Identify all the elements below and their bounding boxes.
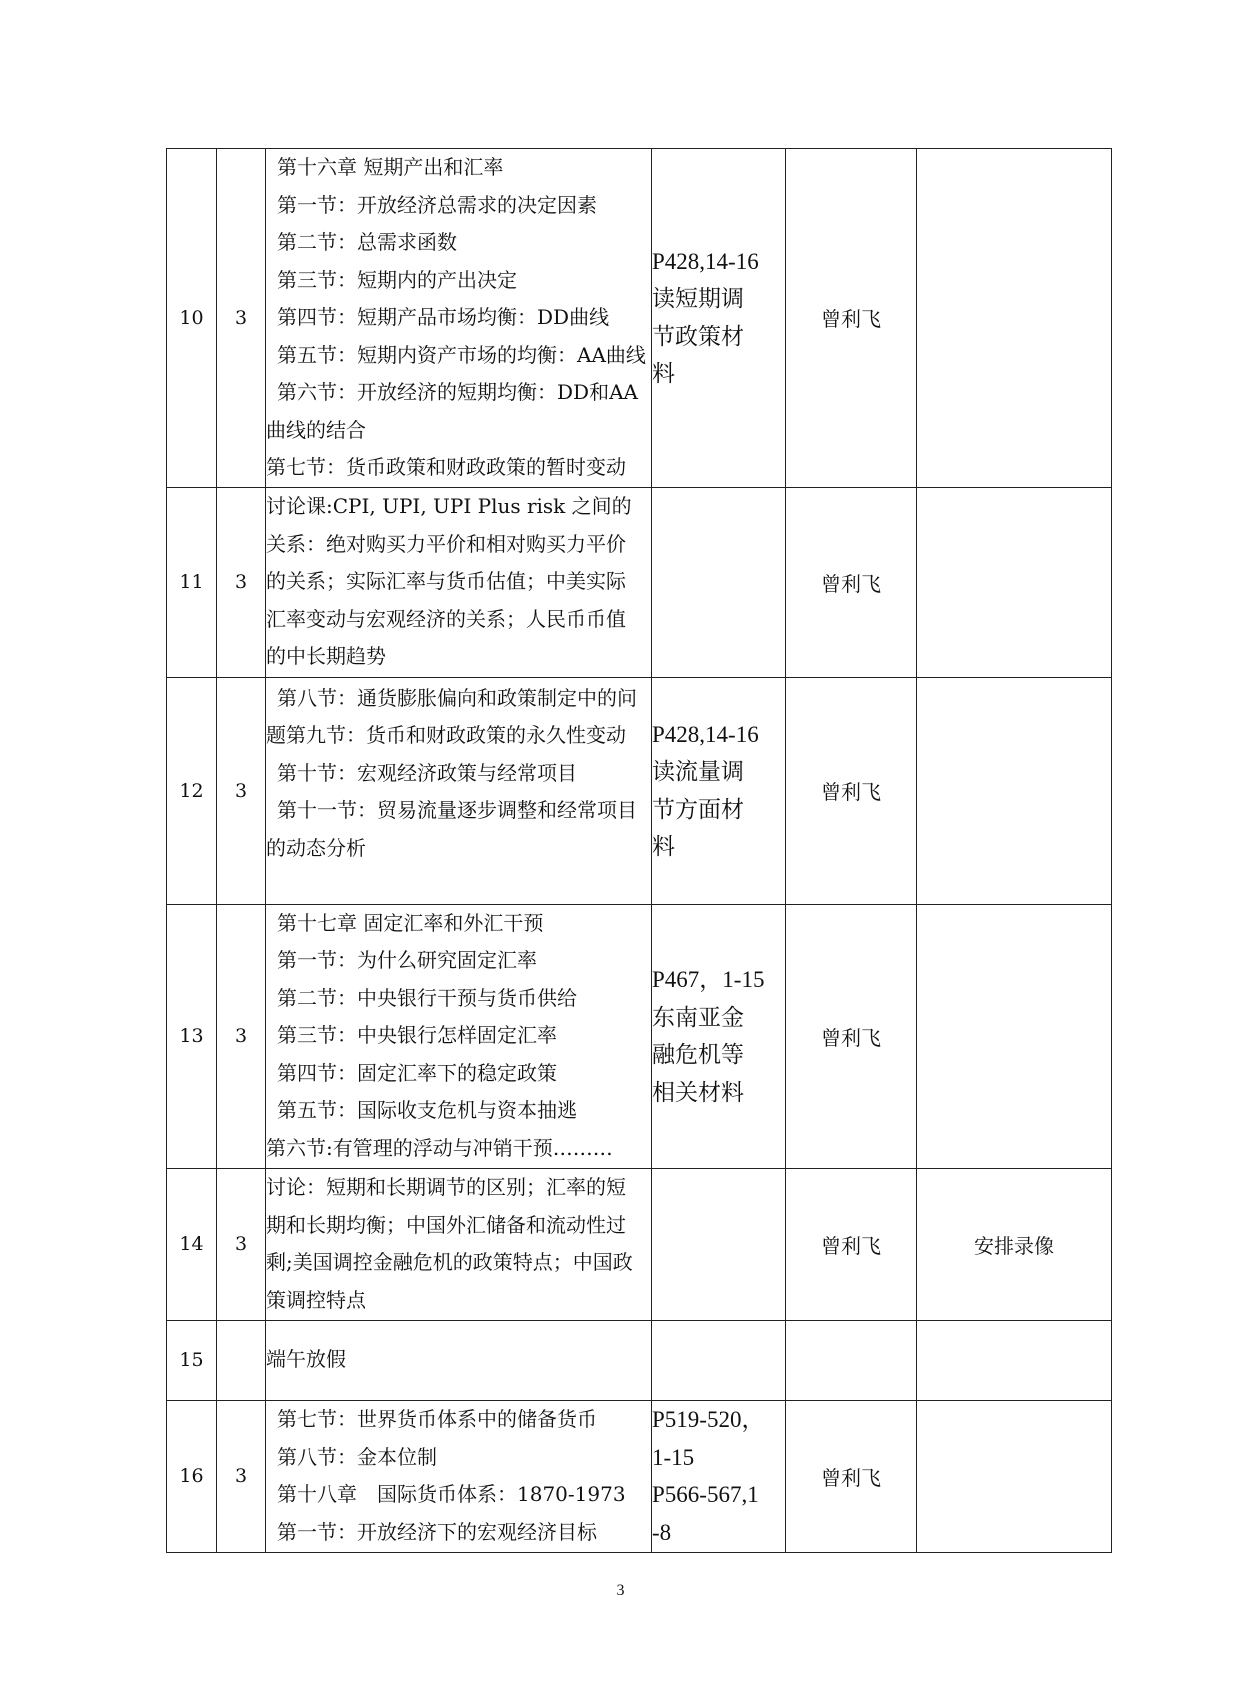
assignment-line: P519-520， <box>652 1407 765 1432</box>
content-line: 第十六章 短期产出和汇率 <box>277 155 504 179</box>
remark <box>917 677 1112 904</box>
table-row <box>167 149 1112 488</box>
content-line: 曲线的结合 <box>266 417 366 442</box>
teaching-content <box>266 1400 652 1552</box>
assignment-line: 1-15 <box>652 1444 695 1470</box>
content-line: 第一节：开放经济总需求的决定因素 <box>277 192 597 217</box>
week-number: 15 <box>167 1320 217 1400</box>
content-line: 策调控特点 <box>266 1287 366 1312</box>
assignment-line: 读流量调 <box>652 759 744 784</box>
table-row <box>167 1320 1112 1400</box>
assignment <box>652 1400 786 1552</box>
teacher <box>786 1320 917 1400</box>
assignment-line: 节政策材 <box>652 323 744 349</box>
remark <box>917 904 1112 1168</box>
assignment <box>652 1168 786 1320</box>
remark <box>917 487 1112 677</box>
content-line: 剩;美国调控金融危机的政策特点；中国政 <box>266 1250 633 1274</box>
content-line: 第二节：中央银行干预与货币供给 <box>277 985 577 1010</box>
table-row <box>167 1400 1112 1552</box>
week-number: 11 <box>167 487 217 677</box>
content-line: 第五节：国际收支危机与资本抽逃 <box>277 1098 577 1123</box>
assignment-line: 读短期调 <box>652 286 744 312</box>
assignment-line: 料 <box>652 361 675 387</box>
content-line: 关系：绝对购买力平价和相对购买力平价 <box>266 531 626 556</box>
teacher: 曾利飞 <box>786 1400 917 1552</box>
class-hours: 3 <box>217 904 266 1168</box>
assignment-line: 相关材料 <box>652 1079 744 1105</box>
assignment-line: 东南亚金 <box>652 1004 744 1030</box>
class-hours: 3 <box>217 487 266 677</box>
assignment-line: P467，1-15 <box>652 967 765 992</box>
assignment-line: P428,14-16 <box>652 248 759 274</box>
assignment-line: 节方面材 <box>652 796 744 822</box>
class-hours: 3 <box>217 677 266 904</box>
content-line: 第十八章 国际货币体系：1870-1973 <box>277 1482 626 1506</box>
assignment <box>652 677 786 904</box>
content-line: 的中长期趋势 <box>266 644 386 669</box>
teacher: 曾利飞 <box>786 677 917 904</box>
week-number: 14 <box>167 1168 217 1320</box>
teaching-content <box>266 677 652 904</box>
teacher: 曾利飞 <box>786 149 917 488</box>
content-line: 第四节：固定汇率下的稳定政策 <box>277 1060 557 1085</box>
course-schedule-table <box>166 148 1112 1553</box>
content-line: 第七节：世界货币体系中的储备货币 <box>277 1407 597 1431</box>
content-line: 第三节：中央银行怎样固定汇率 <box>277 1023 557 1048</box>
assignment-line: P428,14-16 <box>652 721 759 747</box>
remark <box>917 149 1112 488</box>
content-line: 第八节：金本位制 <box>277 1444 437 1469</box>
content-line: 第一节：为什么研究固定汇率 <box>277 948 537 973</box>
content-line: 题第九节：货币和财政政策的永久性变动 <box>266 723 626 747</box>
teacher: 曾利飞 <box>786 1168 917 1320</box>
remark <box>917 1320 1112 1400</box>
content-line: 的关系；实际汇率与货币估值；中美实际 <box>266 569 626 594</box>
assignment <box>652 487 786 677</box>
content-line: 第七节：货币政策和财政政策的暂时变动 <box>266 455 626 479</box>
class-hours <box>217 1320 266 1400</box>
content-line: 讨论课:CPI, UPI, UPI Plus risk 之间的 <box>266 494 632 519</box>
assignment <box>652 149 786 488</box>
content-line: 第一节：开放经济下的宏观经济目标 <box>277 1519 597 1544</box>
assignment-line: P566-567,1 <box>652 1482 759 1507</box>
remark: 安排录像 <box>917 1168 1112 1320</box>
content-line: 第五节：短期内资产市场的均衡：AA曲线 <box>277 342 646 367</box>
table-row <box>167 904 1112 1168</box>
teaching-content <box>266 1168 652 1320</box>
content-line: 第六节:有管理的浮动与冲销干预……… <box>266 1135 613 1160</box>
class-hours: 3 <box>217 149 266 488</box>
content-line: 汇率变动与宏观经济的关系；人民币币值 <box>266 606 626 631</box>
week-number: 10 <box>167 149 217 488</box>
class-hours: 3 <box>217 1400 266 1552</box>
class-hours: 3 <box>217 1168 266 1320</box>
teaching-content <box>266 1320 652 1400</box>
content-line: 第十七章 固定汇率和外汇干预 <box>277 910 544 935</box>
assignment-line: -8 <box>652 1519 672 1545</box>
content-line: 第八节：通货膨胀偏向和政策制定中的问 <box>277 685 637 710</box>
teacher: 曾利飞 <box>786 487 917 677</box>
assignment-line: 料 <box>652 834 675 859</box>
teaching-content <box>266 487 652 677</box>
week-number: 12 <box>167 677 217 904</box>
assignment <box>652 1320 786 1400</box>
content-line: 第十节：宏观经济政策与经常项目 <box>277 760 577 785</box>
table-row <box>167 1168 1112 1320</box>
remark <box>917 1400 1112 1552</box>
week-number: 13 <box>167 904 217 1168</box>
assignment <box>652 904 786 1168</box>
teaching-content <box>266 904 652 1168</box>
table-row <box>167 487 1112 677</box>
content-line: 端午放假 <box>266 1347 346 1372</box>
table-row <box>167 677 1112 904</box>
assignment-line: 融危机等 <box>652 1042 744 1067</box>
content-line: 的动态分析 <box>266 835 366 860</box>
teacher: 曾利飞 <box>786 904 917 1168</box>
content-line: 第三节：短期内的产出决定 <box>277 267 517 292</box>
content-line: 第十一节：贸易流量逐步调整和经常项目 <box>277 798 637 822</box>
content-line: 讨论：短期和长期调节的区别；汇率的短 <box>266 1175 626 1199</box>
content-line: 第六节：开放经济的短期均衡：DD和AA <box>277 380 638 404</box>
content-line: 第二节：总需求函数 <box>277 230 457 254</box>
week-number: 16 <box>167 1400 217 1552</box>
content-line: 第四节：短期产品市场均衡：DD曲线 <box>277 305 610 329</box>
teaching-content <box>266 149 652 488</box>
page-number: 3 <box>616 1582 625 1599</box>
content-line: 期和长期均衡；中国外汇储备和流动性过 <box>266 1212 626 1237</box>
